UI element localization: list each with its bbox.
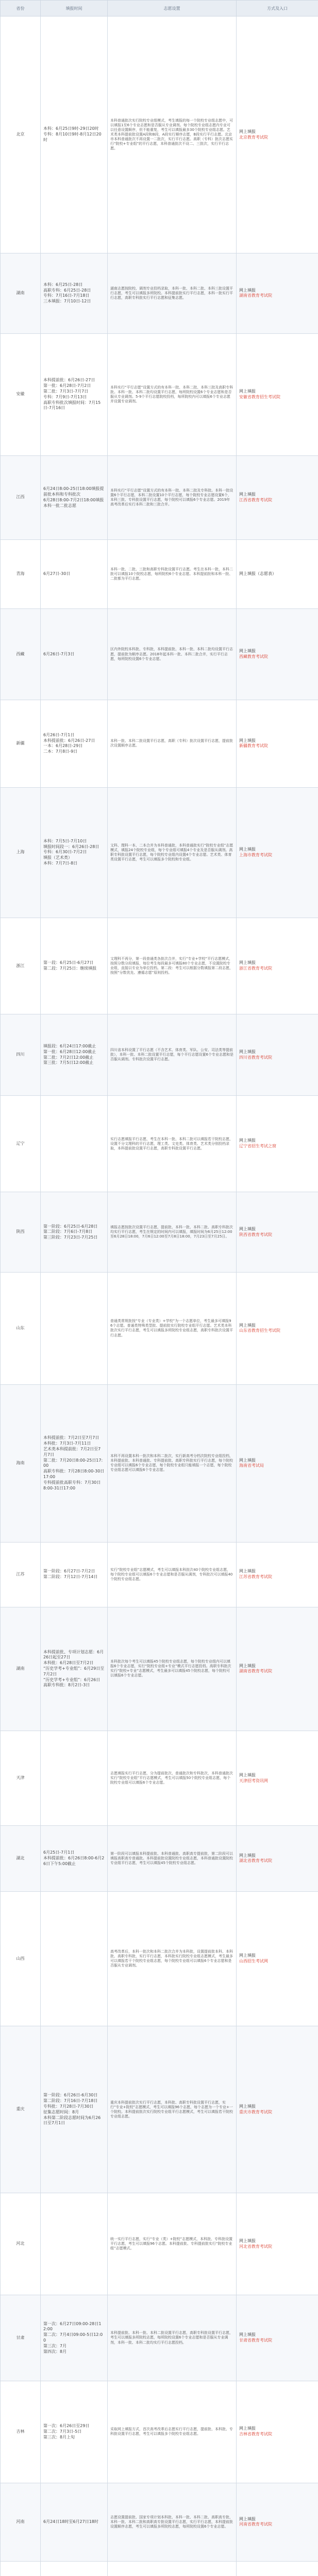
entry-link[interactable]: 陕西省教育考试院: [239, 1232, 272, 1237]
table-row: [1, 1731, 318, 1826]
province-cell: [1, 2561, 41, 2576]
province-cell: 山西: [1, 1891, 41, 2026]
entry-cell: [237, 333, 318, 455]
entry-link[interactable]: 河南省教育考试院: [239, 2522, 272, 2527]
entry-method-label: 网上填报: [239, 1853, 256, 1858]
settings-cell: 实行志愿填报平行志愿，考生在本科一批、本科二批可以填报若干院校志愿，设置不分文理科的平行志愿，理工类、文史类、体育类、艺术类分别投档录取，本科提前批设置平行志愿，高职专科批设置平行志愿。: [108, 1095, 237, 1192]
entry-method-label: 网上填报: [239, 492, 256, 497]
table-row: [1, 16, 318, 253]
province-cell: 四川: [1, 1014, 41, 1095]
entry-method-label: 网上填报: [239, 1138, 256, 1143]
table-row: [1, 1273, 318, 1385]
province-cell: 江西: [1, 455, 41, 539]
settings-cell: 本科批次每个考生可以填报45个院校专业组志愿，每个院校专业组内可以填报6个专业志愿，实行“院校专业组+专业”模式平行志愿投档。高职专科批次实行“院校+专业”志愿模式，考生最多可以填报45个院校志愿，每个院校可以填报6个专业志愿。: [108, 1607, 237, 1731]
table-row: [1, 333, 318, 455]
province-cell: 浙江: [1, 918, 41, 1014]
time-cell: 本科提前批：7月2日至7月7日 本科批：7月3日-7月11日 艺术类本科提前批：7月2日至7月7日 第二批：7月20日8:00-25日17:00 高职专科批：7月28日8:00-30日17:00 专科提前批高职专科：7月30日8:00-31日17:00: [41, 1384, 108, 1542]
table-row: [1, 787, 318, 918]
entry-method-label: 网上填报: [239, 847, 256, 852]
table-row: [1, 539, 318, 608]
province-cell: 辽宁: [1, 1095, 41, 1192]
entry-cell: [237, 787, 318, 918]
entry-method-label: 网上填报: [239, 2426, 256, 2431]
entry-cell: [237, 16, 318, 253]
time-cell: 6月24日18时至6月27日18时: [41, 2483, 108, 2561]
entry-link[interactable]: 上海市教育考试院: [239, 852, 272, 857]
entry-link[interactable]: 安徽省教育招生考试院: [239, 394, 280, 399]
province-cell: 新疆: [1, 700, 41, 788]
entry-link[interactable]: 湖南省教育考试院: [239, 1669, 272, 1674]
province-cell: 山东: [1, 1273, 41, 1385]
time-cell: 6月25日-7月1日 本科提前批：6月26日8:00-6月26日下午5:00截止: [41, 1826, 108, 1891]
table-row: [1, 2381, 318, 2483]
province-cell: 海南: [1, 1384, 41, 1542]
entry-method-label: 网上填报: [239, 287, 256, 293]
entry-cell: [237, 1095, 318, 1192]
settings-cell: 重庆本科提前批次实行平行志愿，本科批、高职专科批设置平行志愿，实行“专业+院校”志愿模式，考生可以填报96个志愿，每个志愿为一个专业+一个院校。本科提前批次实行院校专业组平行志愿模式，考生可以填报若干院校专业组志愿。: [108, 2026, 237, 2193]
entry-cell: [237, 1891, 318, 2026]
entry-link[interactable]: 四川省教育考试院: [239, 1055, 272, 1060]
entry-cell: [237, 2295, 318, 2381]
entry-method-label: 网上填报: [239, 1772, 256, 1777]
settings-cell: 本科实行“平行志愿”设置方式的有本科一批、本科二批及专科批。本科一批设置6个平行志愿，本科二批设置10个平行志愿，每个院校专业志愿设置6个，本科三批、专科批设置平行志愿，每个院校可以填报6个专业志愿。2019年高考改革后实行本科二批和三批合并。: [108, 455, 237, 539]
time-cell: [41, 1095, 108, 1192]
province-cell: 吉林: [1, 2381, 41, 2483]
entry-cell: [237, 609, 318, 700]
entry-cell: [237, 700, 318, 788]
province-cell: 上海: [1, 787, 41, 918]
entry-cell: [237, 918, 318, 1014]
table-row: [1, 253, 318, 334]
entry-cell: [237, 1607, 318, 1731]
time-cell: 6月27日-30日: [41, 539, 108, 608]
time-cell: 第一阶段：6月26日-6月30日 第二阶段：7月16日-7月18日 专科批：7月28日-7月30日 征集志愿时间：8月 本科第二阶段志愿时间为6月26日至7月1日: [41, 2026, 108, 2193]
settings-cell: 本科提前批、本科一批、本科二批设置平行志愿，高职专科批设置平行志愿，考生可以填报多所院校志愿，每所院校设置6个专业志愿和是否服从专业调剂，本科一批、本科二批均实行平行志愿投档。: [108, 2295, 237, 2381]
entry-cell: [237, 1273, 318, 1385]
province-cell: 甘肃: [1, 2295, 41, 2381]
table-row: [1, 918, 318, 1014]
settings-cell: 实行“院校专业组”志愿模式，考生可以填报本科批次40个院校专业组志愿，每个院校专业组可以填报6个专业志愿和是否服从调剂，专科批次可以填报40个院校专业组志愿。: [108, 1542, 237, 1607]
entry-link[interactable]: 山西招生考试网: [239, 1958, 268, 1963]
time-cell: [41, 1891, 108, 2026]
entry-method-label: 网上填报: [239, 1569, 256, 1574]
province-cell: 河南: [1, 2483, 41, 2561]
settings-cell: 采取网上填报方式，首次高考改革后志愿实行平行志愿，提前批、本科批、专科批设置平行志愿，考生可以填报多个院校专业组志愿。: [108, 2381, 237, 2483]
entry-method-label: 网上填报: [239, 2104, 256, 2109]
time-cell: 第一次：6月27日09:00-28日12:00 第二次：7月4日09:00-5日12:00 第三次：7月 第四次：8月: [41, 2295, 108, 2381]
table-row: [1, 455, 318, 539]
entry-method-label: 网上填报: [239, 1049, 256, 1054]
time-cell: 本科：6月25日-28日 高职专科：6月25日-28日 专科：7月16日-7月18日 三本填报：7月10日-12日: [41, 253, 108, 334]
province-cell: 北京: [1, 16, 41, 253]
settings-cell: 第一阶段可以填报本科提前批、本科普通批、高职高专提前批，第二阶段可以填报高职高专普通批。本科提前批设置院校专业组志愿，本科普通批设置院校专业组平行志愿，考生可以填报45个院校专业组志愿。: [108, 1826, 237, 1891]
entry-link[interactable]: 海南省考试局: [239, 1463, 264, 1468]
province-cell: 河北: [1, 2193, 41, 2295]
table-row: [1, 1542, 318, 1607]
entry-link[interactable]: 西藏教育考试院: [239, 654, 268, 659]
province-cell: 重庆: [1, 2026, 41, 2193]
settings-cell: 统一实行平行志愿，实行“专业（类）+院校”志愿模式，本科批、专科批设置平行志愿，考生可以填报96个志愿。本科提前批、专科提前批实行“院校专业组”志愿模式。: [108, 2193, 237, 2295]
entry-cell: [237, 253, 318, 334]
settings-cell: 文理科不再分，第一段普通类各批次合并，实行“专业+学校”平行志愿模式，按照分数分段填报，每位考生每段最多可填报80个专业志愿，不设置院校专业组，直接以专业为单位投档。第二段：考生可以根据分数填报第二段志愿，按照“分数优先、遵循志愿”原则投档。: [108, 918, 237, 1014]
settings-cell: 志愿填报实行平行志愿，分为提前批次、普通批次和专科批次，本科普通批次实行“院校专业组”平行志愿模式，考生可以填报50个院校专业组志愿，每个院校专业组可以填报6个专业志愿。: [108, 1731, 237, 1826]
settings-cell: 文科、理科一本、二本合并为本科普通批，本科普通批实行“院校专业组”志愿模式，填报24个院校专业组，每个专业组可填报4个专业及是否服从调剂。高职专科批设置平行志愿，每个院校专业组内设置4个专业志愿。艺术类、体育类设置平行志愿，考生可以填报多个院校和专业组。: [108, 787, 237, 918]
time-cell: 6月26日-7月3日: [41, 609, 108, 700]
entry-cell: [237, 2561, 318, 2576]
time-cell: 填报段：6月24日17:00截止 第一批：6月28日12:00截止 第二批：7月2日12:00截止 第三批：7月5日12:00截止: [41, 1014, 108, 1095]
province-cell: 陕西: [1, 1192, 41, 1273]
entry-link[interactable]: 重庆市教育考试院: [239, 2109, 272, 2114]
settings-cell: 普通类常规批按“专业（专业类）+学校”为一个志愿单位，考生最多可填报96个志愿。普通类特殊类型批、提前批实行院校专业组平行志愿。艺术类本科批次实行平行志愿，考生可以填报多所院校专业组志愿，高职专科批次设置平行志愿。: [108, 1273, 237, 1385]
entry-link[interactable]: 河北省教育考试院: [239, 2244, 272, 2249]
province-cell: 安徽: [1, 333, 41, 455]
settings-cell: 志愿设置提前批、国家专项计划本科批、本科一批、本科二批、高职高专批，本科一批、本科二批和高职高专批设置平行志愿，实行平行志愿，本科提前批设置顺序志愿，考生可以填报多所院校志愿，每所院校设置6个专业志愿。: [108, 2483, 237, 2561]
table-row: [1, 2295, 318, 2381]
entry-link[interactable]: 江苏省教育考试院: [239, 1574, 272, 1580]
entry-cell: [237, 1192, 318, 1273]
entry-method-label: 网上填报: [239, 129, 256, 134]
entry-link[interactable]: 天津招考资讯网: [239, 1778, 268, 1783]
time-cell: 本科：6月25日9时-29日20时 专科：8月10日9时-8月12日20时: [41, 16, 108, 253]
table-row: [1, 1095, 318, 1192]
entry-link[interactable]: 山东省教育招生考试院: [239, 1328, 280, 1333]
entry-cell: [237, 1826, 318, 1891]
time-cell: 本科提前批：6月26日-27日 第一批：6月28日-7月2日 第二批：7月3日-7月7日 专科：7月9日-7月13日 高职专科批次填报时间：7月15日-7月16日: [41, 333, 108, 455]
settings-cell: 本科一批、本科二批设置平行志愿，高职（专科）批次设置平行志愿，提前批次设置顺序志愿。: [108, 700, 237, 788]
entry-method-label: 网上填报: [239, 388, 256, 394]
entry-method-label: 网上填报: [239, 1323, 256, 1328]
entry-link[interactable]: 甘肃省教育考试院: [239, 2338, 272, 2343]
entry-link[interactable]: 吉林省教育考试院: [239, 2432, 272, 2437]
table-row: [1, 1192, 318, 1273]
entry-cell: [237, 455, 318, 539]
table-row: [1, 1891, 318, 2026]
entry-link[interactable]: 北京教育考试院: [239, 134, 268, 140]
column-header-province: 省份: [1, 1, 41, 16]
time-cell: 第一次：6月26日至29日 第二次：7月3日-5日 第三次：8月上旬: [41, 2381, 108, 2483]
column-header-entry: 方式及入口: [237, 1, 318, 16]
settings-cell: 高考改革后，本科一批次和本科二批次合并为本科批，设置提前批本科、本科批、高职专科批，实行平行志愿，本科批实行院校专业组志愿模式，考生最多可以填报若干个院校专业组志愿，每个院校专业组可以填报6个专业志愿和是否服从专业调剂。: [108, 1891, 237, 2026]
entry-method-label: 网上填报: [239, 2332, 256, 2337]
table-row: [1, 2026, 318, 2193]
entry-cell: [237, 1014, 318, 1095]
entry-method-label: 网上填报: [239, 738, 256, 743]
table-row: [1, 700, 318, 788]
settings-cell: 区内外院校本科批、专科批，本科提前批、本科一批、本科二批均设置平行志愿，提前批为顺序志愿。2018年起本科一批、本科二批合并，实行平行志愿，每所院校设置6个专业志愿。: [108, 609, 237, 700]
settings-cell: 本科实行“平行志愿”设置方式的有本科一批、本科二批、本科三批及高职专科批。本科一批、本科二批均设置平行志愿，每所院校设置6个专业志愿和是否服从专业调剂。5-9个平行志愿院校投档，每所院校内可以填报6个专业志愿并设置专业调剂。: [108, 333, 237, 455]
entry-method-label: 网上填报（志愿表）: [239, 571, 276, 576]
entry-method-label: 网上填报: [239, 960, 256, 965]
column-header-time: 填报时间: [41, 1, 108, 16]
table-row: [1, 1826, 318, 1891]
time-cell: 第一阶段：6月25日-6月28日 第二阶段：7月6日-7月8日 第三阶段：7月23日-7月25日: [41, 1192, 108, 1273]
entry-method-label: 网上填报: [239, 649, 256, 654]
province-cell: 天津: [1, 1731, 41, 1826]
entry-link[interactable]: 江西省教育考试院: [239, 497, 272, 502]
entry-method-label: 网上填报: [239, 1458, 256, 1463]
settings-cell: 本科普通批次实行院校专业组模式，考生填报的每一个院校专业组志愿中，可以填报1至6个专业志愿和是否服从专业调剂。每个院校专业组志愿内专业可以任意设置顺序，但不能重复，考生可以填报最多30个院校专业组志愿。艺术类本科提前批设置A段和B段，A段实行顺序志愿，B段实行平行志愿。北京市本科普通批次不再设置一二批次，实行平行志愿。高职（专科）批次志愿实行“院校+专业组”的平行志愿，本科普通批次不设二、三批次，实行平行志愿。: [108, 16, 237, 253]
entry-cell: [237, 1384, 318, 1542]
table-body: [1, 16, 318, 2576]
entry-cell: [237, 2026, 318, 2193]
time-cell: 本科：7月5日-7月10日 填报时间段一：6月26日-28日 专科：6月30日-7月2日 填报（艺术类） 本科：7月7日-8日: [41, 787, 108, 918]
settings-cell: 四川省本科设置了平行志愿（不含艺术、体育类、军队、公安、司法类等提前批），本科一批、本科二批设置平行志愿，每个平行志愿设置6个专业志愿和是否服从调剂。专科批次设置平行志愿。: [108, 1014, 237, 1095]
settings-cell: [108, 2561, 237, 2576]
province-cell: 湖南: [1, 253, 41, 334]
time-cell: 第一段：6月25日-6月27日 第二段：7月25日：继续填报: [41, 918, 108, 1014]
table-row: [1, 1384, 318, 1542]
time-cell: 6月26日-7月1日 本科提前批：6月26日-27日 一本：6月28日-29日 二本：7月8日-9日: [41, 700, 108, 788]
settings-cell: 本科一批、二批、三批和高职专科批设置平行志愿。考生在本科一批、本科二批可以填报10个院校志愿，每所院校6个专业志愿。本科提前批和本科一批、二批都为平行志愿。: [108, 539, 237, 608]
column-header-settings: 志愿设置: [108, 1, 237, 16]
time-cell: [41, 1273, 108, 1385]
table-row: [1, 1607, 318, 1731]
province-cell: 湖北: [1, 1826, 41, 1891]
table-header-row: [1, 1, 318, 16]
entry-link[interactable]: 新疆教育考试院: [239, 743, 268, 749]
time-cell: 本科提前批、专项计划志愿：6月26日起至27日 本科批：6月28日至7月2日 “历史学考+专业组”：6月29日至7月2日 “历史学考+专业组”：6月26日 高职专科批：8月2日-3日: [41, 1607, 108, 1731]
time-cell: 第一阶段：6月27日-7月2日 第二阶段：7月12日-7月14日: [41, 1542, 108, 1607]
table-row: [1, 2483, 318, 2561]
entry-cell: [237, 2381, 318, 2483]
time-cell: [41, 1731, 108, 1826]
entry-method-label: 网上填报: [239, 1227, 256, 1231]
table-row: [1, 2193, 318, 2295]
entry-cell: [237, 2483, 318, 2561]
time-cell: [41, 2193, 108, 2295]
entry-link[interactable]: 浙江省教育考试院: [239, 966, 272, 971]
entry-cell: [237, 1542, 318, 1607]
entry-cell: [237, 539, 318, 608]
time-cell: [41, 2561, 108, 2576]
entry-cell: [237, 2193, 318, 2295]
settings-cell: 填报志愿按批次设置平行志愿，提前批、本科一批、本科二批、高职专科批次均实行平行志愿，考生在规定的时间内可以填报，填报时间为6月25日12:00至6月28日18:00，7月6日12:00至7月8日18:00，7月23日至7月25日。: [108, 1192, 237, 1273]
entry-link[interactable]: 湖南省教育考试院: [239, 293, 272, 298]
settings-cell: 湖南志愿按院校、调剂专业投档录取，本科一批、本科二批、本科三批设置平行志愿，考生可以填报多所院校。本科提前批实行平行志愿，本科一批实行平行志愿，高职专科批实行平行志愿和征集志愿。: [108, 253, 237, 334]
province-cell: 西藏: [1, 609, 41, 700]
entry-link[interactable]: 湖北省教育考试院: [239, 1858, 272, 1863]
settings-cell: 本科不再设置本科一批次和本科二批次，实行新高考分档次院校专业组投档，本科提前批、本科普通批、专科提前批、高职专科批实行平行志愿，每个院校专业组可以填报6个专业志愿，每个院校专业组只能填报一个志愿，每个院校专业组志愿可以填报6个专业志愿。: [108, 1384, 237, 1542]
entry-link[interactable]: 辽宁省招生考试之窗: [239, 1144, 276, 1149]
time-cell: 6月24日8:00-25日18:00填报提前批本科和专科批次 6月28日8:00-7月2日18:00填报本科一批二批志愿: [41, 455, 108, 539]
province-cell: 湖南: [1, 1607, 41, 1731]
entry-method-label: 网上填报: [239, 1953, 256, 1958]
entry-method-label: 网上填报: [239, 2516, 256, 2521]
province-cell: 江苏: [1, 1542, 41, 1607]
table-row: [1, 2561, 318, 2576]
table-row: [1, 609, 318, 700]
province-cell: 青海: [1, 539, 41, 608]
entry-method-label: 网上填报: [239, 1663, 256, 1668]
entry-cell: [237, 1731, 318, 1826]
table-row: [1, 1014, 318, 1095]
entry-method-label: 网上填报: [239, 2238, 256, 2243]
